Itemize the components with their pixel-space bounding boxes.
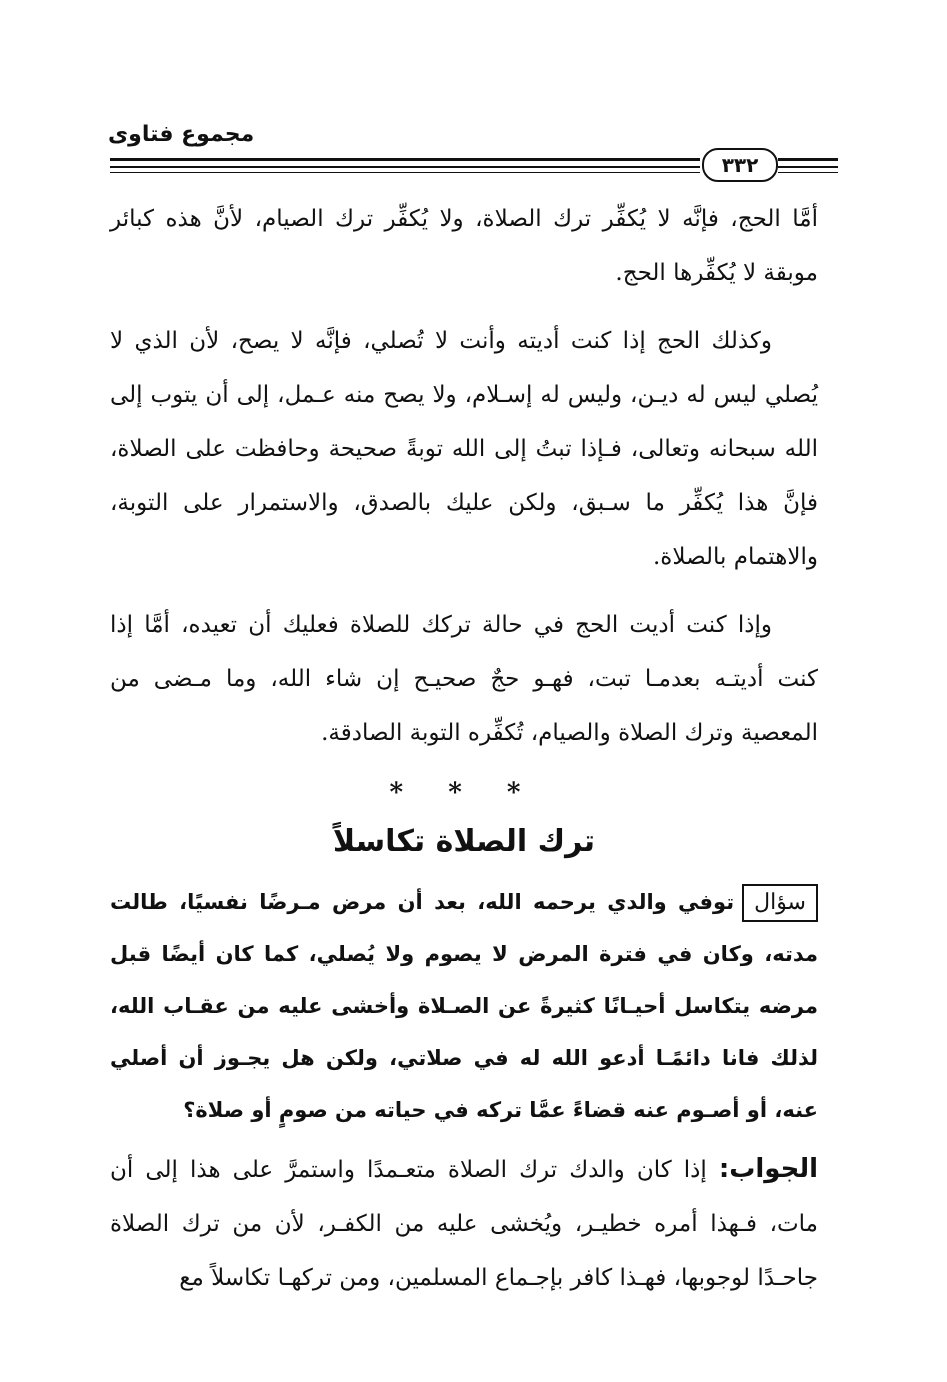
answer-label: الجواب: bbox=[718, 1154, 819, 1184]
section-title: ترك الصلاة تكاسلاً bbox=[332, 824, 596, 859]
question bbox=[110, 876, 818, 1136]
header-rule bbox=[110, 158, 700, 161]
answer bbox=[110, 1142, 818, 1305]
answer-text: إذا كان والدك ترك الصلاة متعـمدًا واستمرَّ على هذا إلى أن مات، فـهذا أمره خطيـر، ويُخشى عليه من الكفـر، لأن من ترك الصلاة جاحـدًا لوجوبها، فهـذا كافر بإجـماع المسلمين، ومن تركهـا تكاسلاً مع bbox=[110, 1157, 818, 1291]
page-body bbox=[110, 192, 818, 1305]
book-title: مجموع فتاوى bbox=[108, 122, 255, 147]
section-separator: * * * bbox=[389, 778, 539, 808]
header-rule bbox=[778, 172, 838, 173]
paragraph: أمَّا الحج، فإنَّه لا يُكفِّر ترك الصلاة، ولا يُكفِّر ترك الصيام، لأنَّ هذه كبائر موبقة لا يُكفِّرها الحج. bbox=[110, 206, 818, 286]
header-rule bbox=[778, 158, 838, 161]
question-label: سؤال bbox=[742, 884, 818, 922]
paragraph: وكذلك الحج إذا كنت أديته وأنت لا تُصلي، فإنَّه لا يصح، لأن الذي لا يُصلي ليس له ديـن، وليس له إسـلام، ولا يصح منه عـمل، إلى أن يتوب إلى الله سبحانه وتعالى، فـإذا تبتُ إلى الله توبةً صحيحة وحافظت على الصلاة، فإنَّ هذا يُكفِّر ما سـبق، ولكن عليك بالصدق، والاستمرار على التوبة، والاهتمام بالصلاة. bbox=[110, 328, 818, 570]
header-rule bbox=[110, 172, 700, 173]
header-rule bbox=[778, 166, 838, 168]
header-rule bbox=[110, 166, 700, 168]
question-text: توفي والدي يرحمه الله، بعد أن مرض مـرضًا نفسيًا، طالت مدته، وكان في فترة المرض لا يصوم ولا يُصلي، كما كان أيضًا قبل مرضه يتكاسل أحيـانًا كثيرةً عن الصـلاة وأخشى عليه من عقـاب الله، لذلك فانا دائمًـا أدعو الله له في صلاتي، ولكن هل يجـوز أن أصلي عنه، أو أصـوم عنه قضاءً عمَّا تركه في حياته من صومٍ أو صلاة؟ bbox=[110, 890, 818, 1122]
page-number: ٣٣٢ bbox=[702, 148, 778, 182]
paragraph: وإذا كنت أديت الحج في حالة تركك للصلاة فعليك أن تعيده، أمَّا إذا كنت أديتـه بعدمـا تبت، فهـو حجٌ صحيـح إن شاء الله، وما مـضى من المعصية وترك الصلاة والصيام، تُكفِّره التوبة الصادقة. bbox=[110, 612, 818, 746]
